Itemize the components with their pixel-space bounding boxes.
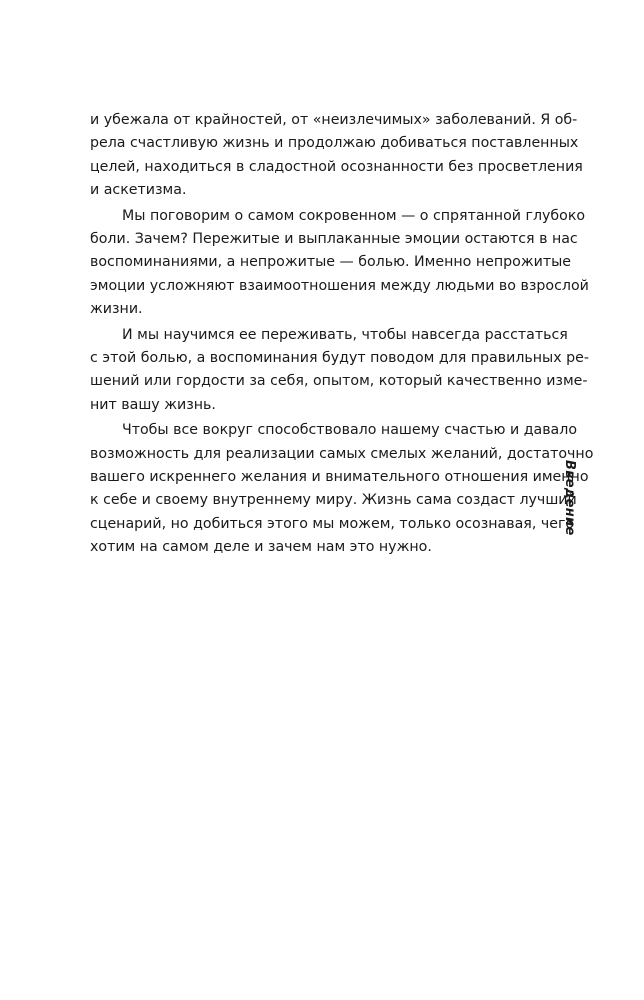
text-line: и убежала от крайностей, от «неизлечимых» заболеваний. Я об- [90, 112, 578, 128]
text-line: боли. Зачем? Пережитые и выплаканные эмоции остаются в нас [90, 230, 578, 247]
text-line: Чтобы все вокруг способствовало нашему счастью и давало [122, 422, 577, 439]
running-head: Введение [562, 460, 577, 536]
text-line: шений или гордости за себя, опытом, который качественно изме- [90, 373, 588, 390]
paragraph [90, 324, 590, 417]
text-line: воспоминаниями, а непрожитые — болью. Именно непрожитые [90, 254, 572, 271]
text-line: И мы научимся ее переживать, чтобы навсегда расстаться [122, 326, 568, 343]
text-line: жизни. [90, 300, 143, 317]
text-line: целей, находиться в сладостной осознанности без просветления [90, 158, 583, 175]
paragraph [90, 205, 589, 321]
text-line: хотим на самом деле и зачем нам это нужно. [90, 538, 432, 555]
text-line: с этой болью, а воспоминания будут поводом для правильных ре- [90, 349, 590, 366]
text-line: рела счастливую жизнь и продолжаю добиваться поставленных [90, 135, 579, 152]
text-line: вашего искреннего желания и внимательного отношения именно [90, 468, 589, 485]
text-line: к себе и своему внутреннему миру. Жизнь сама создаст лучший [90, 492, 577, 509]
text-line: эмоции усложняют взаимоотношения между людьми во взрослой [90, 277, 589, 294]
text-line: сценарий, но добиться этого мы можем, только осознавая, чего [90, 515, 575, 532]
text-line: нит вашу жизнь. [90, 396, 216, 413]
text-line: и аскетизма. [90, 181, 187, 198]
text-line: Мы поговорим о самом сокровенном — о спрятанной глубоко [122, 207, 586, 224]
text-line: возможность для реализации самых смелых желаний, достаточно [90, 445, 594, 462]
paragraph-continuation [90, 109, 583, 202]
